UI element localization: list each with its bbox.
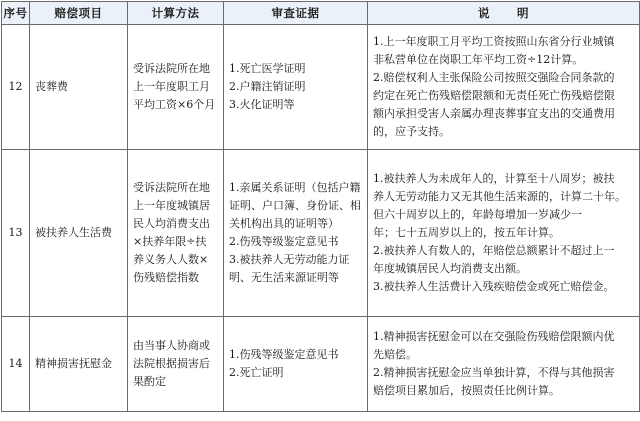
- calculation-method-line: 平均工资×6个月: [133, 98, 216, 111]
- explanation-line: 年；七十五周岁以上的，按五年计算。: [373, 226, 560, 239]
- calculation-method-line: 受诉法院所在地: [133, 181, 210, 194]
- review-evidence-line: 3.被扶养人无劳动能力证: [229, 253, 350, 266]
- table-row: [2, 317, 640, 412]
- explanation-line: 2.精神损害抚慰金应当单独计算，不得与其他损害: [373, 366, 615, 379]
- review-evidence-line: 明、无生活来源证明等: [229, 271, 339, 284]
- explanation: [368, 150, 640, 317]
- review-evidence-line: 2.死亡证明: [229, 366, 284, 379]
- table-row: [2, 25, 640, 150]
- explanation-line: 先赔偿。: [373, 348, 417, 361]
- explanation-line: 额内承担受害人亲属办理丧葬事宜支出的交通费用: [373, 107, 615, 120]
- review-evidence-line: 1.死亡医学证明: [229, 62, 306, 75]
- header-no: 序号: [2, 2, 30, 25]
- explanation-line: 1.精神损害抚慰金可以在交强险伤残赔偿限额内优: [373, 330, 615, 343]
- review-evidence-line: 证明、户口簿、身份证、相: [229, 199, 361, 212]
- table-row: [2, 150, 640, 317]
- explanation-line: 的，应予支持。: [373, 125, 450, 138]
- explanation: [368, 25, 640, 150]
- explanation-line: 1.上一年度职工月平均工资按照山东省分行业城镇: [373, 35, 615, 48]
- explanation-line: 但六十周岁以上的，年龄每增加一岁减少一: [373, 208, 582, 221]
- calculation-method-line: 法院根据损害后: [133, 357, 210, 370]
- review-evidence-line: 1.伤残等级鉴定意见书: [229, 348, 339, 361]
- calculation-method-line: 上一年度城镇居: [133, 199, 210, 212]
- row-number: 12: [2, 25, 30, 150]
- calculation-method: [128, 25, 224, 150]
- calculation-method-line: 伤残赔偿指数: [133, 271, 199, 284]
- header-evidence: 审查证据: [224, 2, 368, 25]
- header-note: 说 明: [368, 2, 640, 25]
- explanation: [368, 317, 640, 412]
- calculation-method-line: 民人均消费支出: [133, 217, 210, 230]
- review-evidence: [224, 25, 368, 150]
- explanation-line: 1.被扶养人为未成年人的，计算至十八周岁；被扶: [373, 172, 615, 185]
- explanation-line: 赔偿项目累加后，按照责任比例计算。: [373, 384, 560, 397]
- calculation-method-line: 由当事人协商或: [133, 339, 210, 352]
- compensation-table: [1, 1, 640, 412]
- compensation-item: 精神损害抚慰金: [30, 317, 128, 412]
- header-method: 计算方法: [128, 2, 224, 25]
- review-evidence: [224, 317, 368, 412]
- review-evidence-line: 2.伤残等级鉴定意见书: [229, 235, 339, 248]
- explanation-line: 年度城镇居民人均消费支出额。: [373, 262, 527, 275]
- calculation-method-line: 受诉法院所在地: [133, 62, 210, 75]
- calculation-method-line: 上一年度职工月: [133, 80, 210, 93]
- review-evidence-line: 关机构出具的证明等）: [229, 217, 339, 230]
- explanation-line: 非私营单位在岗职工年平均工资÷12计算。: [373, 53, 584, 66]
- explanation-line: 养人无劳动能力又无其他生活来源的，计算二十年。: [373, 190, 626, 203]
- review-evidence: [224, 150, 368, 317]
- review-evidence-line: 2.户籍注销证明: [229, 80, 306, 93]
- header-item: 赔偿项目: [30, 2, 128, 25]
- row-number: 14: [2, 317, 30, 412]
- explanation-line: 2.赔偿权利人主张保险公司按照交强险合同条款的: [373, 71, 615, 84]
- review-evidence-line: 1.亲属关系证明（包括户籍: [229, 181, 361, 194]
- calculation-method-line: 果酌定: [133, 375, 166, 388]
- row-number: 13: [2, 150, 30, 317]
- calculation-method: [128, 150, 224, 317]
- calculation-method: [128, 317, 224, 412]
- compensation-item: 被扶养人生活费: [30, 150, 128, 317]
- calculation-method-line: ×扶养年限÷扶: [133, 235, 207, 248]
- calculation-method-line: 养义务人人数×: [133, 253, 209, 266]
- explanation-line: 2.被扶养人有数人的，年赔偿总额累计不超过上一: [373, 244, 615, 257]
- compensation-item: 丧葬费: [30, 25, 128, 150]
- explanation-line: 3.被扶养人生活费计入残疾赔偿金或死亡赔偿金。: [373, 280, 615, 293]
- review-evidence-line: 3.火化证明等: [229, 98, 295, 111]
- header-row: [2, 2, 640, 25]
- explanation-line: 约定在死亡伤残赔偿限额和无责任死亡伤残赔偿限: [373, 89, 615, 102]
